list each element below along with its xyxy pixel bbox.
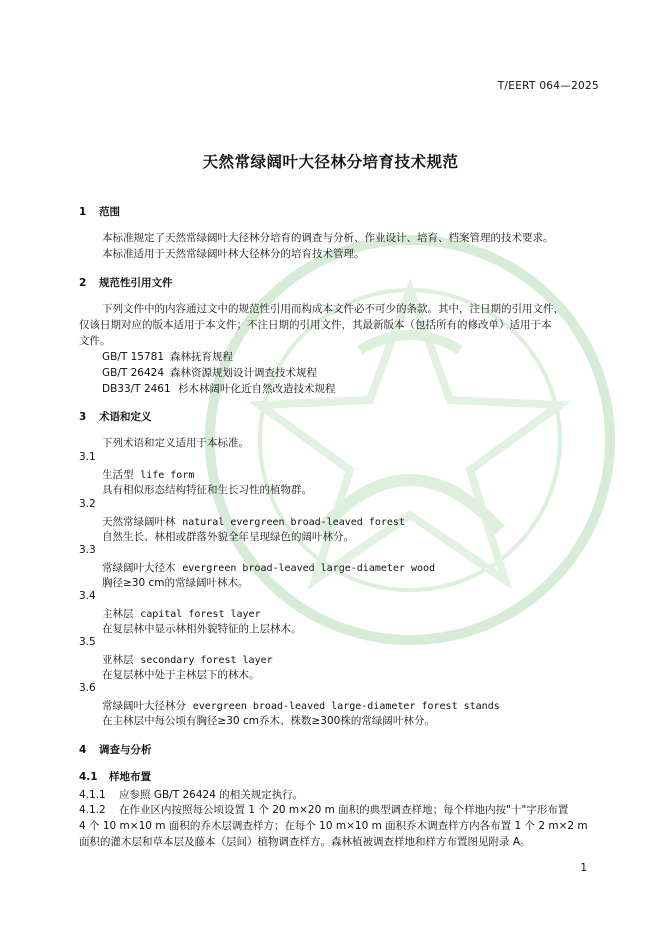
reference-item xyxy=(102,365,317,380)
reference-code: DB33/T 2461 xyxy=(102,383,171,395)
term-definition: 在复层林中处于主林层下的林木。 xyxy=(102,669,260,681)
subsection-number: 4.1 xyxy=(79,771,98,783)
term-definition: 在复层林中显示林相外貌特征的上层林木。 xyxy=(102,623,302,635)
reference-title: 森林抚育规程 xyxy=(170,351,233,363)
term-english: evergreen broad-leaved large-diameter forest stands xyxy=(192,701,500,712)
document-number: T/EERT 064—2025 xyxy=(497,80,599,92)
paragraph: 本标准适用于天然常绿阔叶林大径林分的培育技术管理。 xyxy=(102,248,365,260)
clause-number: 4.1.1 xyxy=(79,789,106,801)
term-entry xyxy=(102,560,435,575)
term-number: 3.6 xyxy=(79,682,96,694)
clause-text: 在作业区内按照每公顷设置 1 个 20 m×20 m 面积的典型调查样地；每个样地内按"十"字形布置 xyxy=(119,804,569,816)
paragraph-line: 仅该日期对应的版本适用于本文件；不注日期的引用文件，其最新版本（包括所有的修改单）适用于本 xyxy=(79,319,552,331)
term-english: secondary forest layer xyxy=(140,655,273,666)
term-definition: 胸径≥30 cm的常绿阔叶林木。 xyxy=(102,577,249,589)
section-title: 规范性引用文件 xyxy=(99,277,173,289)
term-name: 亚林层 xyxy=(102,654,134,666)
paragraph: 本标准规定了天然常绿阔叶大径林分培育的调查与分析、作业设计、培育、档案管理的技术要求。 xyxy=(102,232,554,244)
term-entry xyxy=(102,652,273,667)
page-number: 1 xyxy=(580,862,587,874)
term-name: 生活型 xyxy=(102,469,134,481)
clause-line: 4 个 10 m×10 m 面积的乔木层调查样方；在每个 10 m×10 m 面积乔木调查样方内各布置 1 个 2 m×2 m xyxy=(79,820,588,832)
section-title: 调查与分析 xyxy=(99,744,152,756)
term-english: capital forest layer xyxy=(140,609,261,620)
term-english: life form xyxy=(140,470,195,481)
term-definition: 具有相似形态结构特征和生长习性的植物群。 xyxy=(102,484,312,496)
section-title: 范围 xyxy=(99,206,120,218)
term-english: natural evergreen broad-leaved forest xyxy=(182,517,405,528)
clause xyxy=(79,787,303,802)
reference-item xyxy=(102,381,336,396)
term-number: 3.4 xyxy=(79,590,96,602)
term-entry xyxy=(102,467,194,482)
section-number: 3 xyxy=(79,411,87,423)
term-entry xyxy=(102,606,261,621)
term-name: 天然常绿阔叶林 xyxy=(102,516,176,528)
reference-item xyxy=(102,349,233,364)
clause-text: 应参照 GB/T 26424 的相关规定执行。 xyxy=(119,789,304,801)
subsection-title: 样地布置 xyxy=(109,771,151,783)
term-name: 常绿阔叶大径木 xyxy=(102,562,176,574)
reference-title: 森林资源规划设计调查技术规程 xyxy=(170,367,317,379)
clause xyxy=(79,802,568,817)
term-number: 3.5 xyxy=(79,636,96,648)
section-3-heading xyxy=(79,409,152,424)
document-title: 天然常绿阔叶大径林分培育技术规范 xyxy=(202,153,459,171)
section-2-heading xyxy=(79,275,173,290)
term-definition: 自然生长、林相或群落外貌全年呈现绿色的阔叶林分。 xyxy=(102,531,354,543)
term-name: 常绿阔叶大径林分 xyxy=(102,700,186,712)
section-title: 术语和定义 xyxy=(99,411,152,423)
reference-code: GB/T 26424 xyxy=(102,367,165,379)
section-1-heading xyxy=(79,204,120,219)
reference-title: 杉木林阔叶化近自然改造技术规程 xyxy=(178,383,336,395)
paragraph-line: 文件。 xyxy=(79,335,111,347)
paragraph-line: 下列文件中的内容通过文中的规范性引用而构成本文件必不可少的条款。其中，注日期的引用文件， xyxy=(102,303,564,315)
term-number: 3.3 xyxy=(79,544,96,556)
watermark-seal xyxy=(200,230,620,650)
section-number: 2 xyxy=(79,277,87,289)
reference-code: GB/T 15781 xyxy=(102,351,165,363)
term-entry xyxy=(102,514,405,529)
clause-number: 4.1.2 xyxy=(79,804,106,816)
section-4-heading xyxy=(79,742,152,757)
section-number: 4 xyxy=(79,744,87,756)
term-entry xyxy=(102,698,500,713)
paragraph: 下列术语和定义适用于本标准。 xyxy=(102,437,249,449)
clause-line: 面积的灌木层和草本层及藤本（层间）植物调查样方。森林植被调查样地和样方布置图见附录 A。 xyxy=(79,836,531,848)
term-number: 3.1 xyxy=(79,451,96,463)
term-number: 3.2 xyxy=(79,498,96,510)
term-definition: 在主林层中每公顷有胸径≥30 cm乔木、株数≥300株的常绿阔叶林分。 xyxy=(102,715,435,727)
term-english: evergreen broad-leaved large-diameter wood xyxy=(182,563,436,574)
section-number: 1 xyxy=(79,206,87,218)
subsection-heading xyxy=(79,769,151,784)
term-name: 主林层 xyxy=(102,608,134,620)
